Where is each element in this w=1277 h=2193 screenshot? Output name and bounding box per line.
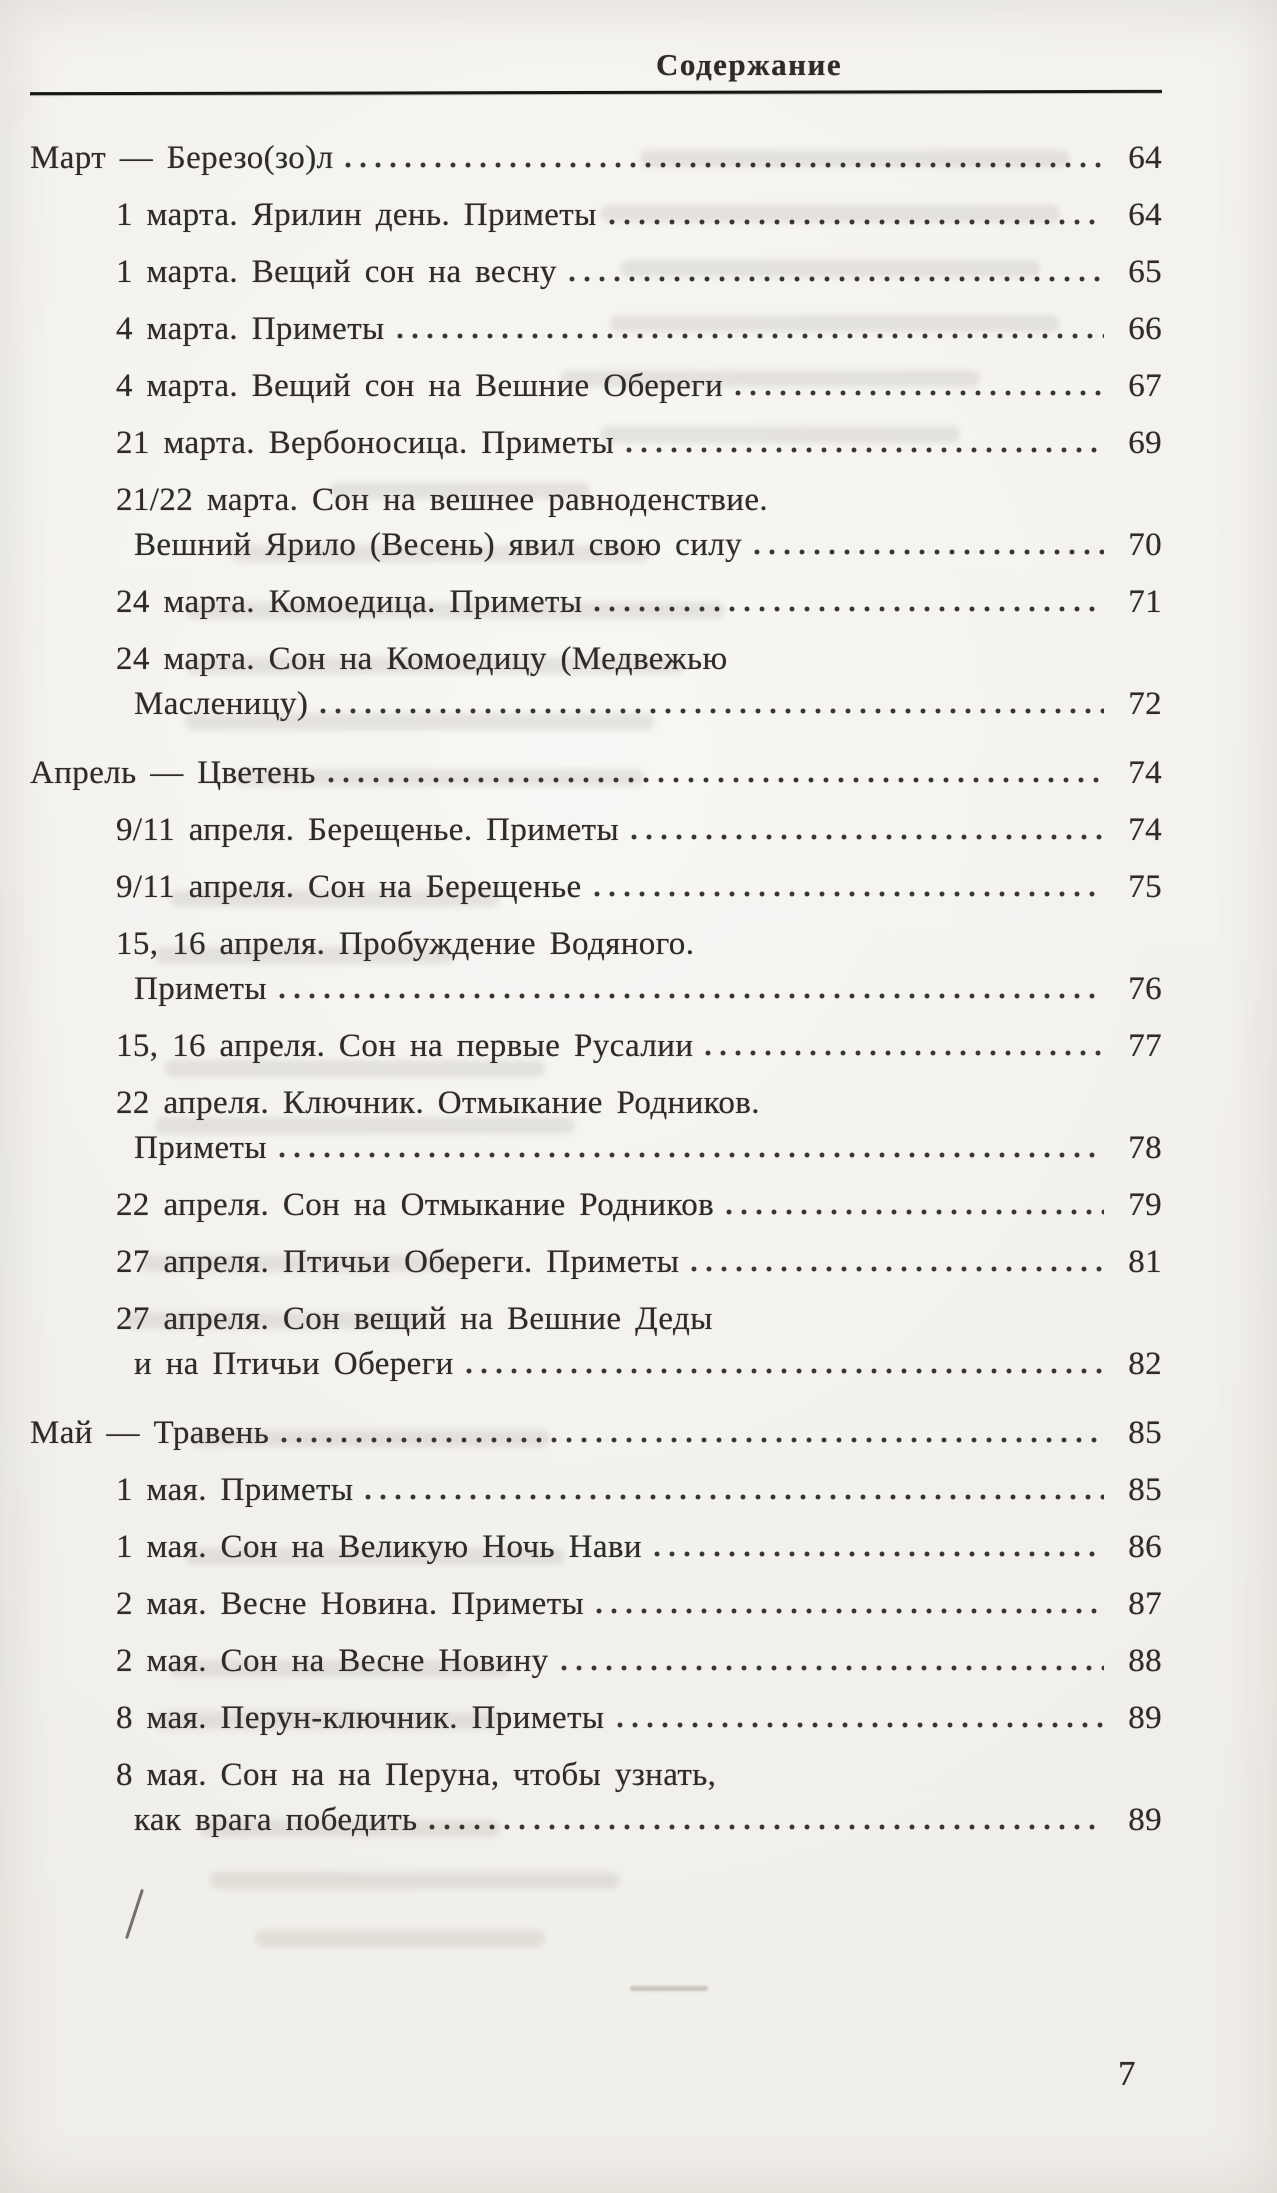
dot-leader [466, 1368, 1104, 1374]
toc-entry [30, 808, 1162, 853]
dot-leader [654, 1551, 1104, 1557]
toc-entry [30, 364, 1162, 409]
entry-page-number: 76 [1128, 971, 1162, 1007]
entry-text: 9/11 апреля. Берещенье. Приметы [116, 812, 620, 848]
entry-text: 1 мая. Приметы [116, 1472, 354, 1508]
entry-line [30, 1696, 1162, 1741]
entry-line [30, 1798, 1162, 1843]
toc-entry [30, 478, 1162, 568]
entry-line [30, 1342, 1162, 1387]
dot-leader [279, 993, 1104, 999]
entry-text: 21 марта. Вербоносица. Приметы [116, 425, 615, 461]
entry-page-number: 89 [1128, 1802, 1162, 1838]
toc-entry [30, 865, 1162, 910]
entry-line [30, 1024, 1162, 1069]
entry-line [30, 478, 1162, 523]
dot-leader [705, 1050, 1104, 1056]
toc-entry [30, 421, 1162, 466]
dot-leader [596, 1608, 1104, 1614]
entry-text: 8 мая. Сон на на Перуна, чтобы узнать, [116, 1757, 717, 1793]
dot-leader [631, 834, 1104, 840]
toc-section-april [30, 751, 1162, 1387]
header-rule [30, 90, 1162, 95]
entry-text: 9/11 апреля. Сон на Берещенье [116, 869, 582, 905]
entry-text: 24 марта. Комоедица. Приметы [116, 584, 583, 620]
section-title: Апрель — Цветень [30, 755, 316, 791]
entry-line [30, 1126, 1162, 1171]
entry-page-number: 78 [1128, 1130, 1162, 1166]
entry-page-number: 74 [1128, 812, 1162, 848]
toc-entry [30, 1468, 1162, 1513]
scan-artifact-smudge [630, 1986, 708, 1991]
toc-entry [30, 1582, 1162, 1627]
dot-leader [345, 162, 1104, 168]
entry-line [30, 1639, 1162, 1684]
entry-line [30, 580, 1162, 625]
entry-line [30, 967, 1162, 1012]
entry-line [30, 1081, 1162, 1126]
entry-text: 1 марта. Ярилин день. Приметы [116, 197, 597, 233]
entry-page-number: 81 [1128, 1244, 1162, 1280]
entry-page-number: 85 [1128, 1472, 1162, 1508]
entry-page-number: 88 [1128, 1643, 1162, 1679]
dot-leader [691, 1266, 1104, 1272]
entry-text: Вешний Ярило (Весень) явил свою силу [134, 527, 743, 563]
entry-page-number: 89 [1128, 1700, 1162, 1736]
toc-entry [30, 307, 1162, 352]
entry-text: Масленицу) [134, 686, 309, 722]
entry-line [30, 307, 1162, 352]
toc-entry [30, 1183, 1162, 1228]
entry-page-number: 70 [1128, 527, 1162, 563]
dot-leader [735, 390, 1104, 396]
entry-line [30, 808, 1162, 853]
entry-page-number: 77 [1128, 1028, 1162, 1064]
entry-line [30, 682, 1162, 727]
dot-leader [320, 708, 1104, 714]
section-title-row [30, 136, 1162, 181]
entry-text: и на Птичьи Обереги [134, 1346, 454, 1382]
dot-leader [561, 1665, 1104, 1671]
toc-entry [30, 193, 1162, 238]
toc-entry [30, 1081, 1162, 1171]
dot-leader [569, 276, 1104, 282]
toc-entry [30, 637, 1162, 727]
dot-leader [609, 219, 1104, 225]
entry-text: 4 марта. Приметы [116, 311, 385, 347]
table-of-contents [30, 136, 1162, 1843]
entry-text: 21/22 марта. Сон на вешнее равноденствие. [116, 482, 769, 518]
dot-leader [281, 1437, 1104, 1443]
entry-page-number: 71 [1128, 584, 1162, 620]
dot-leader [726, 1209, 1104, 1215]
dot-leader [328, 777, 1104, 783]
entry-page-number: 64 [1128, 197, 1162, 233]
entry-page-number: 75 [1128, 869, 1162, 905]
scan-artifact-pen-stroke [125, 1889, 144, 1939]
entry-line [30, 421, 1162, 466]
toc-entry [30, 1639, 1162, 1684]
dot-leader [594, 606, 1104, 612]
entry-line [30, 637, 1162, 682]
dot-leader [429, 1824, 1104, 1830]
section-page-number: 85 [1128, 1415, 1162, 1451]
dot-leader [626, 447, 1104, 453]
toc-entry [30, 1240, 1162, 1285]
dot-leader [617, 1722, 1105, 1728]
entry-page-number: 72 [1128, 686, 1162, 722]
entry-page-number: 66 [1128, 311, 1162, 347]
entry-text: 2 мая. Весне Новина. Приметы [116, 1586, 585, 1622]
toc-entry [30, 250, 1162, 295]
toc-entry [30, 1297, 1162, 1387]
entry-text: 22 апреля. Ключник. Отмыкание Родников. [116, 1085, 760, 1121]
toc-entry [30, 1696, 1162, 1741]
entry-page-number: 79 [1128, 1187, 1162, 1223]
section-page-number: 74 [1128, 755, 1162, 791]
dot-leader [365, 1494, 1104, 1500]
entry-text: 27 апреля. Птичьи Обереги. Приметы [116, 1244, 680, 1280]
toc-section-march [30, 136, 1162, 727]
entry-text: 22 апреля. Сон на Отмыкание Родников [116, 1187, 715, 1223]
section-title-row [30, 751, 1162, 796]
entry-text: 2 мая. Сон на Весне Новину [116, 1643, 549, 1679]
page-header-area [30, 46, 1162, 94]
entry-line [30, 922, 1162, 967]
entry-line [30, 1753, 1162, 1798]
dot-leader [279, 1152, 1104, 1158]
dot-leader [754, 549, 1104, 555]
entry-line [30, 865, 1162, 910]
entry-line [30, 193, 1162, 238]
dot-leader [594, 891, 1104, 897]
entry-line [30, 1240, 1162, 1285]
entry-page-number: 67 [1128, 368, 1162, 404]
toc-entry [30, 1753, 1162, 1843]
entry-text: 1 марта. Вещий сон на весну [116, 254, 557, 290]
entry-line [30, 364, 1162, 409]
entry-line [30, 1525, 1162, 1570]
entry-line [30, 250, 1162, 295]
entry-line [30, 1468, 1162, 1513]
entry-text: 24 марта. Сон на Комоедицу (Медвежью [116, 641, 728, 677]
toc-entry [30, 1024, 1162, 1069]
dot-leader [397, 333, 1104, 339]
toc-entry [30, 580, 1162, 625]
toc-section-may [30, 1411, 1162, 1843]
entry-page-number: 82 [1128, 1346, 1162, 1382]
section-page-number: 64 [1128, 140, 1162, 176]
entry-text: Приметы [134, 1130, 267, 1166]
entry-page-number: 65 [1128, 254, 1162, 290]
entry-line [30, 1297, 1162, 1342]
entry-text: 27 апреля. Сон вещий на Вешние Деды [116, 1301, 713, 1337]
entry-page-number: 86 [1128, 1529, 1162, 1565]
entry-line [30, 1582, 1162, 1627]
section-title-row [30, 1411, 1162, 1456]
entry-text: 4 марта. Вещий сон на Вешние Обереги [116, 368, 724, 404]
toc-entry [30, 922, 1162, 1012]
entry-page-number: 87 [1128, 1586, 1162, 1622]
entry-text: 8 мая. Перун-ключник. Приметы [116, 1700, 605, 1736]
page-header: Содержание [656, 47, 843, 82]
entry-text: как врага победить [134, 1802, 418, 1838]
page-number: 7 [1118, 2054, 1137, 2093]
entry-text: 15, 16 апреля. Пробуждение Водяного. [116, 926, 695, 962]
entry-text: 15, 16 апреля. Сон на первые Русалии [116, 1028, 694, 1064]
section-title: Март — Березо(зо)л [30, 140, 334, 176]
entry-line [30, 1183, 1162, 1228]
entry-text: Приметы [134, 971, 267, 1007]
entry-page-number: 69 [1128, 425, 1162, 461]
section-title: Май — Травень [30, 1415, 270, 1451]
toc-entry [30, 1525, 1162, 1570]
entry-text: 1 мая. Сон на Великую Ночь Нави [116, 1529, 642, 1565]
entry-line [30, 523, 1162, 568]
